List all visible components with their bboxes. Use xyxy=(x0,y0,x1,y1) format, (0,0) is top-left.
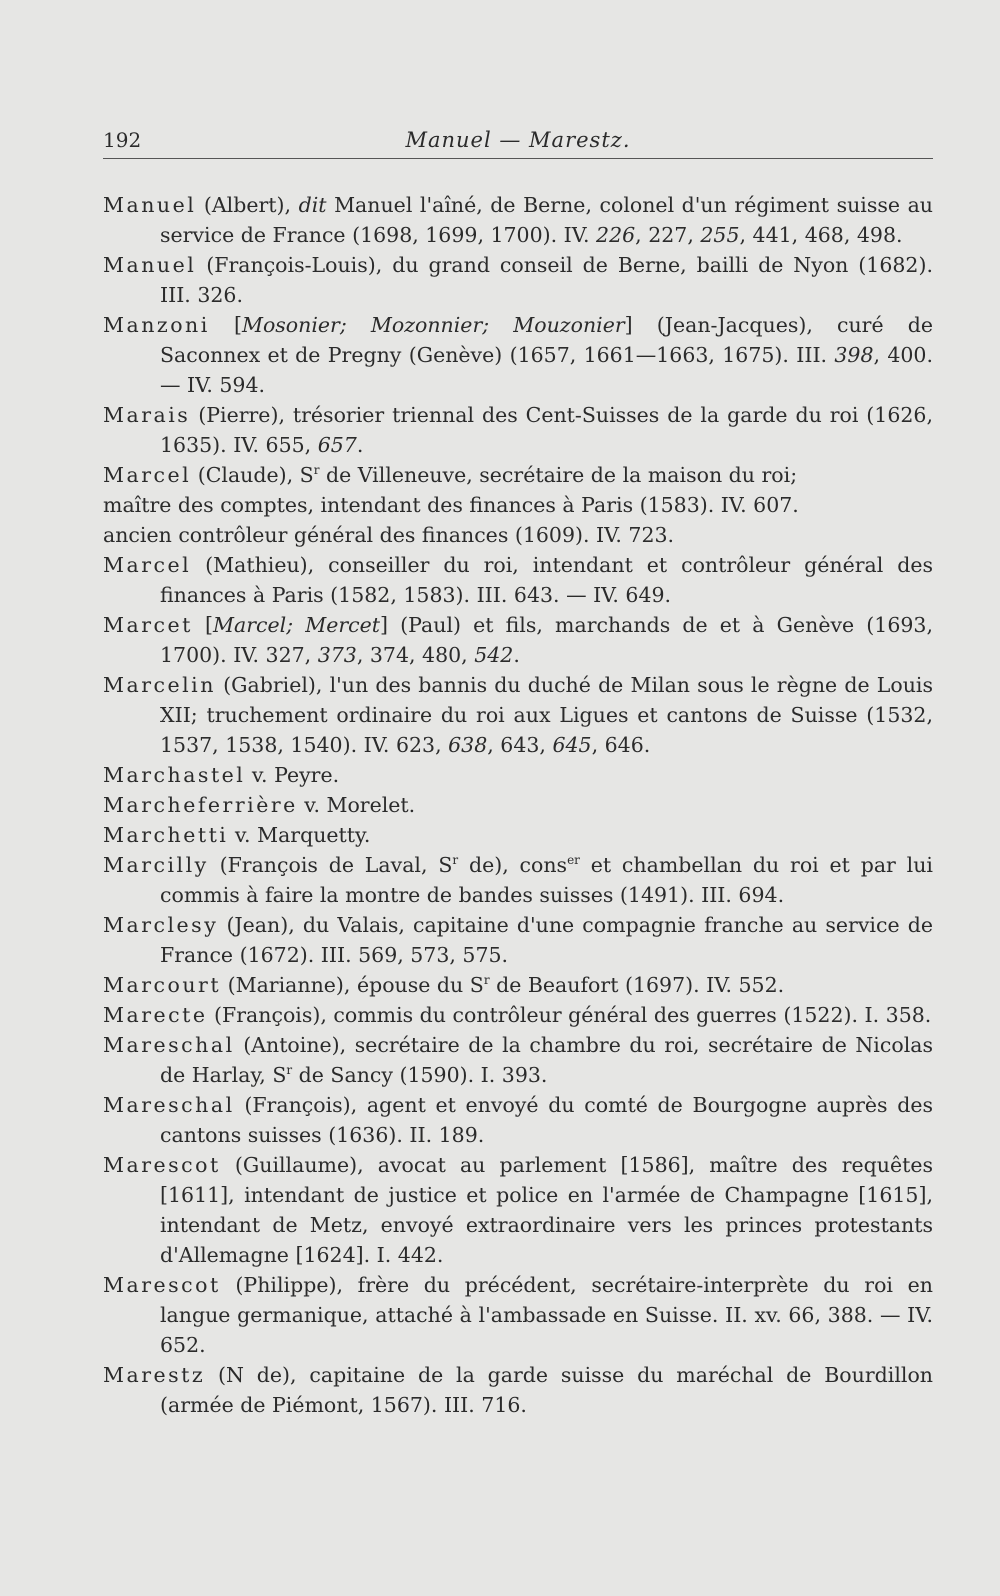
entry-text: (Pierre), trésorier triennal des Cent-Suisses de la garde du roi (1626, 1635). IV. 655, xyxy=(160,403,933,457)
entry-superscript: r xyxy=(313,463,320,478)
entry-italic-text: 657 xyxy=(317,433,357,457)
entry-name: Marchastel xyxy=(103,763,246,787)
entry-italic-text: 255 xyxy=(700,223,740,247)
index-entry xyxy=(103,610,933,670)
running-title: Manuel — Marestz. xyxy=(405,128,631,152)
index-entry xyxy=(103,670,933,760)
entry-subline: ancien contrôleur général des finances (1609). IV. 723. xyxy=(103,523,675,547)
entry-text: (François-Louis), du grand conseil de Berne, bailli de Nyon (1682). III. 326. xyxy=(160,253,933,307)
entry-name: Marchetti xyxy=(103,823,229,847)
entry-name: Marcheferrière xyxy=(103,793,298,817)
entry-name: Marcilly xyxy=(103,853,209,877)
entry-text: de), cons xyxy=(458,853,568,877)
entry-superscript: r xyxy=(452,853,459,868)
entry-text: , 400. — IV. 594. xyxy=(160,343,933,397)
entry-name: Manzoni xyxy=(103,313,210,337)
entry-text: (François), agent et envoyé du comté de Bourgogne auprès des cantons suisses (1636). II. 189. xyxy=(160,1093,933,1147)
entry-text: (Mathieu), conseiller du roi, intendant et contrôleur général des finances à Paris (1582, 1583). III. 643. — IV. 649. xyxy=(160,553,933,607)
entry-subline: maître des comptes, intendant des finances à Paris (1583). IV. 607. xyxy=(103,493,799,517)
entry-name: Marcourt xyxy=(103,973,222,997)
index-entry xyxy=(103,310,933,400)
entry-text: (Marianne), épouse du S xyxy=(221,973,484,997)
entry-text: (Gabriel), l'un des bannis du duché de Milan sous le règne de Louis XII; truchement ordinaire du roi aux Ligues et cantons de Suisse (1532, 1537, 1538, 1540). IV. 623, xyxy=(160,673,933,757)
entry-text: (Philippe), frère du précédent, secrétaire-interprète du roi en langue germanique, attaché à l'ambassade en Suisse. II. xv. 66, 388. — IV. 652. xyxy=(160,1273,933,1357)
index-entry xyxy=(103,910,933,970)
index-entry xyxy=(103,850,933,910)
entry-italic-text: Mosonier; Mozonnier; Mouzonier xyxy=(241,313,625,337)
entry-italic-text: 398 xyxy=(834,343,874,367)
entry-text: , 374, 480, xyxy=(356,643,475,667)
entry-text: (François), commis du contrôleur général des guerres (1522). I. 358. xyxy=(207,1003,932,1027)
entry-text: (François de Laval, S xyxy=(208,853,453,877)
entry-text: v. Peyre. xyxy=(245,763,340,787)
entry-superscript: er xyxy=(567,853,580,868)
entry-italic-text: Marcel; Mercet xyxy=(213,613,381,637)
entry-name: Marecte xyxy=(103,1003,208,1027)
index-entry xyxy=(103,1030,933,1090)
entry-text: v. Morelet. xyxy=(297,793,416,817)
index-entry xyxy=(103,250,933,310)
entry-text: . xyxy=(513,643,520,667)
entry-name: Manuel xyxy=(103,253,197,277)
entry-text: , 643, xyxy=(487,733,553,757)
index-entry xyxy=(103,190,933,250)
entry-name: Mareschal xyxy=(103,1093,235,1117)
running-header xyxy=(103,128,933,159)
entry-text: , 441, 468, 498. xyxy=(739,223,903,247)
entry-name: Manuel xyxy=(103,193,197,217)
entry-text: (Jean), du Valais, capitaine d'une compagnie franche au service de France (1672). III. 569, 573, 575. xyxy=(160,913,933,967)
index-entry xyxy=(103,1360,933,1420)
entry-name: Marescot xyxy=(103,1153,221,1177)
index-entry xyxy=(103,400,933,460)
entry-name: Marais xyxy=(103,403,191,427)
index-entry xyxy=(103,1150,933,1270)
entry-name: Marescot xyxy=(103,1273,221,1297)
entry-text: ] (Paul) et fils, marchands de et à Genève (1693, 1700). IV. 327, xyxy=(160,613,933,667)
entry-text: et chambellan du roi et par lui commis à faire la montre de bandes suisses (1491). III. 694. xyxy=(160,853,933,907)
entry-text: (Antoine), secrétaire de la chambre du roi, secrétaire de Nicolas de Harlay, S xyxy=(160,1033,933,1087)
entry-text: , 646. xyxy=(591,733,651,757)
entry-italic-text: 645 xyxy=(552,733,592,757)
entry-name: Marestz xyxy=(103,1363,206,1387)
entry-name: Marcel xyxy=(103,463,192,487)
entry-text: [ xyxy=(209,313,242,337)
entry-text: Manuel l'aîné, de Berne, colonel d'un régiment suisse au service de France (1698, 1699, 1700). IV. xyxy=(160,193,934,247)
index-entry xyxy=(103,1000,933,1030)
entry-text: v. Marquetty. xyxy=(228,823,371,847)
entry-superscript: r xyxy=(483,973,490,988)
index-entry xyxy=(103,460,933,550)
entry-text: ] (Jean-Jacques), curé de Saconnex et de Pregny (Genève) (1657, 1661—1663, 1675). III. xyxy=(160,313,933,367)
entry-name: Marclesy xyxy=(103,913,219,937)
index-entry xyxy=(103,1090,933,1150)
index-entry xyxy=(103,1270,933,1360)
index-entry xyxy=(103,760,933,790)
entry-text: (N de), capitaine de la garde suisse du maréchal de Bourdillon (armée de Piémont, 1567). III. 716. xyxy=(160,1363,933,1417)
entry-superscript: r xyxy=(286,1063,293,1078)
entry-text: (Albert), xyxy=(196,193,299,217)
entry-name: Marcelin xyxy=(103,673,216,697)
entry-name: Marcet xyxy=(103,613,193,637)
entry-italic-text: dit xyxy=(298,193,327,217)
index-entry xyxy=(103,790,933,820)
entry-text: (Claude), S xyxy=(191,463,314,487)
page-number: 192 xyxy=(103,128,142,152)
entry-text: (Guillaume), avocat au parlement [1586], maître des requêtes [1611], intendant de justice et police en l'armée de Champagne [1615], intendant de Metz, envoyé extraordinaire vers les princes protestants d'Allemagne [1624]. I. 442. xyxy=(160,1153,933,1267)
entry-name: Mareschal xyxy=(103,1033,235,1057)
entry-text: de Beaufort (1697). IV. 552. xyxy=(489,973,785,997)
entry-text: . xyxy=(356,433,364,457)
index-entry xyxy=(103,970,933,1000)
entry-text: [ xyxy=(192,613,214,637)
entry-text: , 227, xyxy=(635,223,701,247)
entry-italic-text: 638 xyxy=(448,733,488,757)
index-entry xyxy=(103,550,933,610)
entry-italic-text: 226 xyxy=(596,223,636,247)
entry-text: de Sancy (1590). I. 393. xyxy=(292,1063,548,1087)
entry-italic-text: 542 xyxy=(474,643,514,667)
index-entries xyxy=(103,190,933,1420)
index-entry xyxy=(103,820,933,850)
entry-italic-text: 373 xyxy=(317,643,357,667)
entry-text: de Villeneuve, secrétaire de la maison du roi; xyxy=(319,463,798,487)
entry-name: Marcel xyxy=(103,553,192,577)
